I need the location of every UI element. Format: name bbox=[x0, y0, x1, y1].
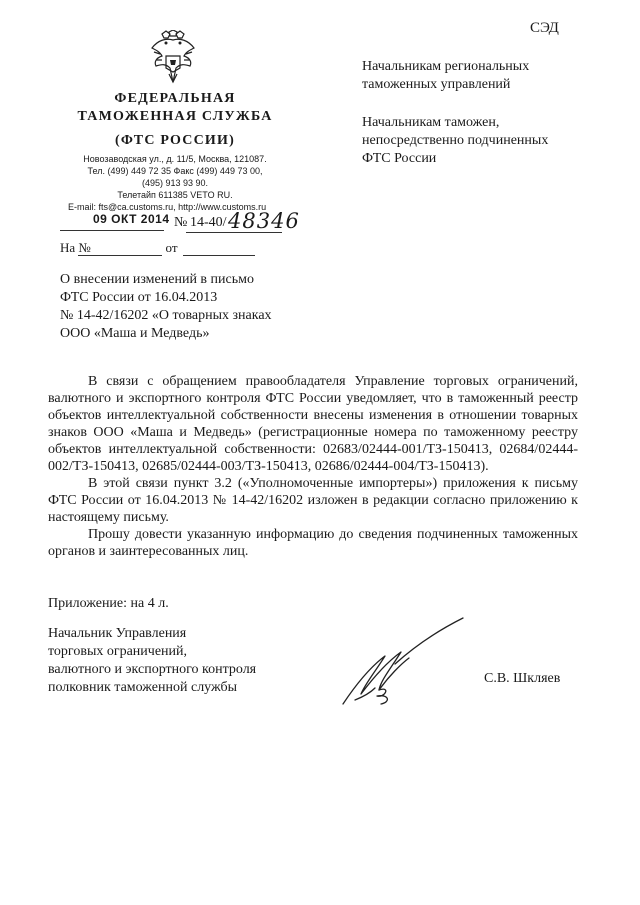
contact-block bbox=[62, 153, 288, 213]
body-paragraph-3: Прошу довести указанную информацию до сведения подчиненных таможенных органов и заинтересованных лиц. bbox=[48, 527, 578, 559]
recipient-line-1: Начальникам региональных bbox=[362, 59, 530, 74]
recipient-line-5: ФТС России bbox=[362, 151, 437, 166]
recipient-line-3: Начальникам таможен, bbox=[362, 115, 500, 130]
signatory-line-1: Начальник Управления bbox=[48, 626, 187, 641]
phones: Тел. (499) 449 72 35 Факс (499) 449 73 00, bbox=[87, 166, 263, 176]
signatory-title bbox=[48, 625, 308, 697]
email-line: E-mail: fts@ca.customs.ru, http://www.customs.ru bbox=[68, 202, 267, 212]
body-paragraph-2: В этой связи пункт 3.2 («Уполномоченные импортеры») приложения к письму ФТС России от 16.04.2013 № 14-42/16202 изложен в редакции согласно приложению к настоящему письму. bbox=[48, 476, 578, 525]
reference-line: На № от bbox=[60, 240, 178, 255]
recipients bbox=[362, 58, 602, 168]
subject-line-1: О внесении изменений в письмо bbox=[60, 272, 254, 287]
number-prefix: 14-40/ bbox=[190, 215, 227, 230]
signatory-line-2: торговых ограничений, bbox=[48, 644, 188, 659]
document-registry-mark: СЭД bbox=[530, 20, 559, 36]
date-underline bbox=[60, 230, 164, 231]
letter-body bbox=[48, 373, 578, 560]
reference-date-underline bbox=[183, 255, 255, 256]
agency-line-3: (ФТС РОССИИ) bbox=[115, 133, 235, 148]
teletype: Телетайп 611385 VETO RU. bbox=[117, 190, 233, 200]
body-paragraph-1: В связи с обращением правообладателя Управление торговых ограничений, валютного и экспортного контроля ФТС России уведомляет, что в таможенный реестр объектов интеллектуальной собственности внесены изменения в отношении товарных знаков ООО «Маша и Медведь» (регистрационные номера по таможенному реестру объектов интеллектуальной собственности: 02683/02444-001/ТЗ-150413, 02684/02444-002/ТЗ-150413, 02685/02444-003/ТЗ-150413, 02686/02444-004/ТЗ-150413). bbox=[48, 374, 578, 474]
recipient-line-4: непосредственно подчиненных bbox=[362, 133, 549, 148]
agency-line-2: ТАМОЖЕННАЯ СЛУЖБА bbox=[77, 109, 273, 124]
handwritten-number: 48346 bbox=[228, 209, 300, 233]
signatory-line-3: валютного и экспортного контроля bbox=[48, 662, 257, 677]
signer-name: С.В. Шкляев bbox=[484, 671, 561, 686]
handwritten-signature bbox=[335, 616, 470, 708]
subject bbox=[60, 271, 330, 343]
agency-line-1: ФЕДЕРАЛЬНАЯ bbox=[114, 91, 236, 106]
subject-line-3: № 14-42/16202 «О товарных знаках bbox=[60, 308, 272, 323]
coat-of-arms-icon bbox=[148, 30, 198, 86]
date-stamp: 09 ОКТ 2014 bbox=[93, 212, 170, 226]
agency-name bbox=[70, 90, 280, 150]
number-label: № bbox=[174, 215, 188, 230]
phones-2: (495) 913 93 90. bbox=[141, 178, 209, 188]
address: Новозаводская ул., д. 11/5, Москва, 121087. bbox=[83, 154, 267, 164]
recipient-line-2: таможенных управлений bbox=[362, 77, 511, 92]
subject-line-2: ФТС России от 16.04.2013 bbox=[60, 290, 218, 305]
reference-number-underline bbox=[78, 255, 162, 256]
subject-line-4: ООО «Маша и Медведь» bbox=[60, 326, 210, 341]
attachment-note: Приложение: на 4 л. bbox=[48, 596, 169, 611]
signatory-line-4: полковник таможенной службы bbox=[48, 680, 238, 695]
